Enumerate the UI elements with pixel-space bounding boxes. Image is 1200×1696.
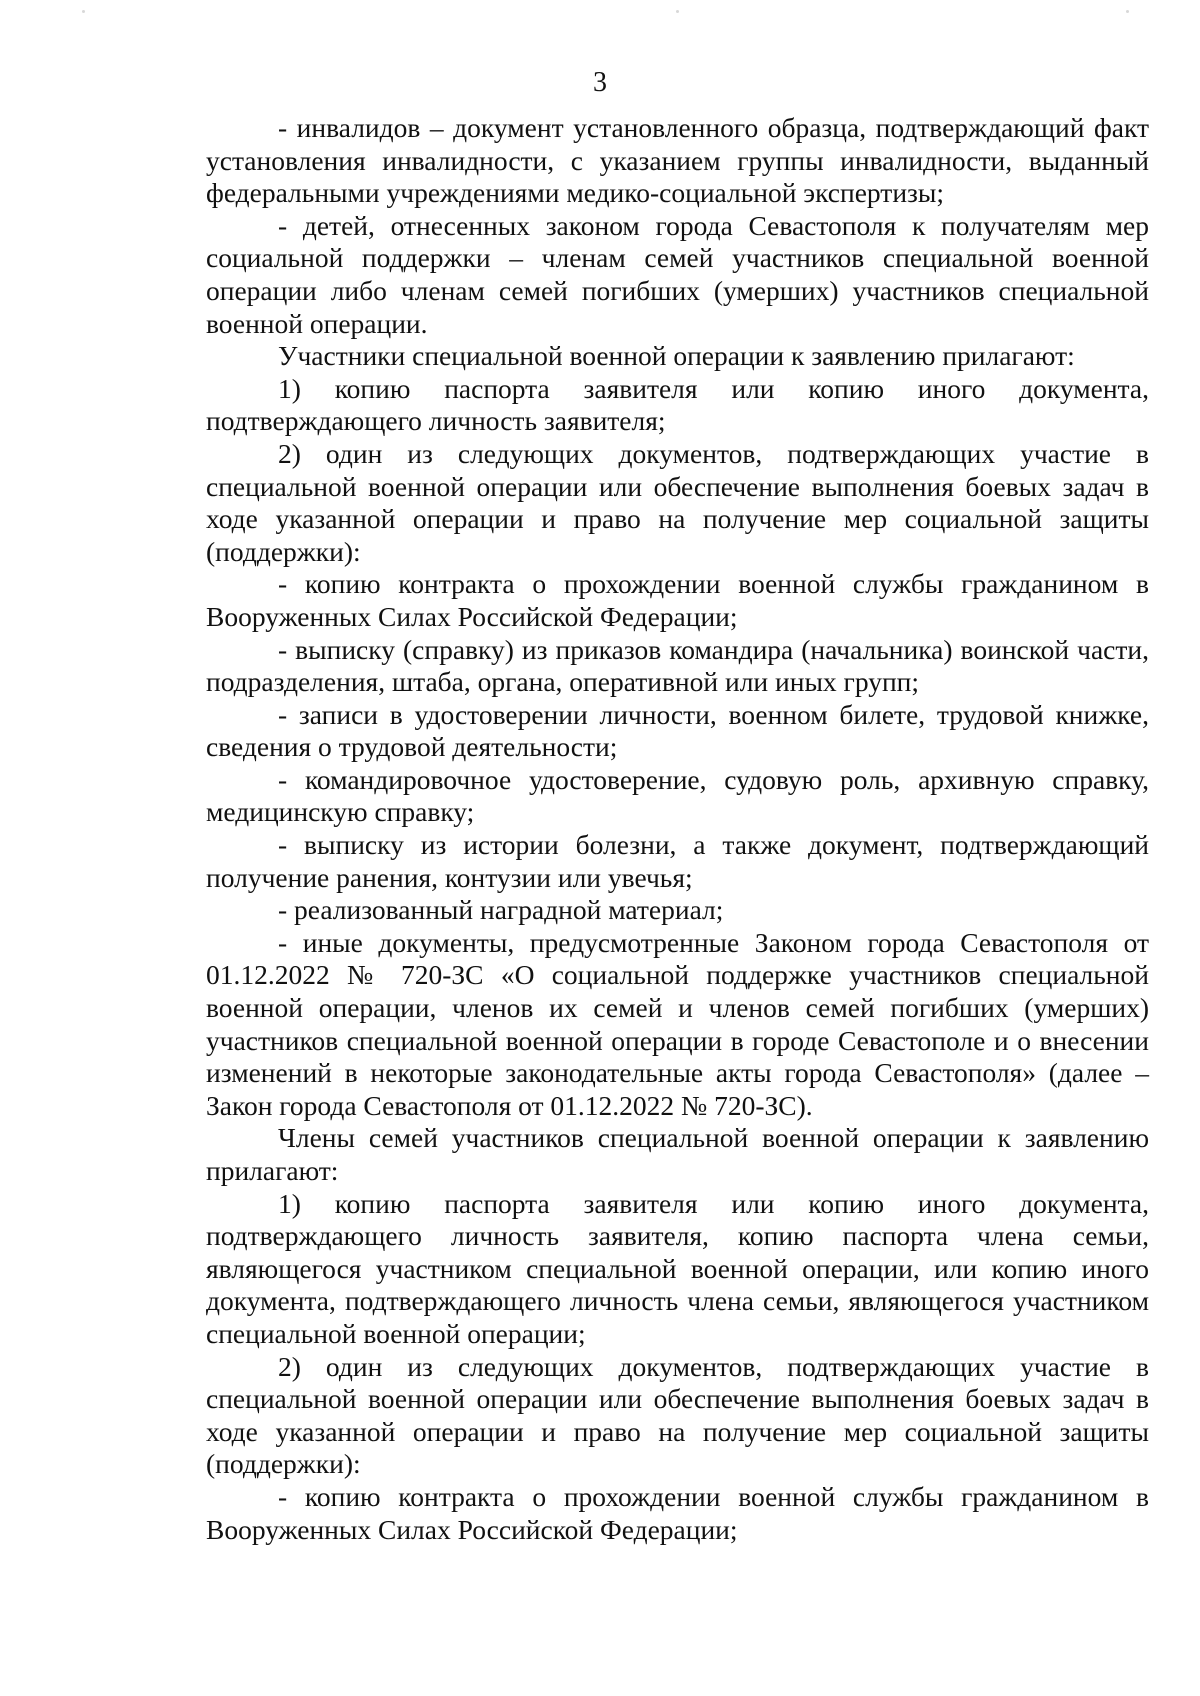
- paragraph-contract-copy: - копию контракта о прохождении военной службы гражданином в Вооруженных Силах Российской Федерации;: [206, 568, 1149, 632]
- paragraph-children-recipients: - детей, отнесенных законом города Севастополя к получателям мер социальной поддержки – членам семей участников специальной военной операции либо членам семей погибших (умерших) участников специальной военной операции.: [206, 209, 1149, 339]
- paragraph-order-extract: - выписку (справку) из приказов командира (начальника) воинской части, подразделения, штаба, органа, оперативной или иных групп;: [206, 633, 1149, 698]
- paragraph-family-members-attach: Члены семей участников специальной военной операции к заявлению прилагают:: [206, 1122, 1149, 1186]
- document-body: [206, 112, 1149, 1546]
- paragraph-id-records: - записи в удостоверении личности, военном билете, трудовой книжке, сведения о трудовой деятельности;: [206, 698, 1149, 763]
- scan-speck: [82, 10, 85, 13]
- paragraph-family-item-1-passport: 1) копию паспорта заявителя или копию иного документа, подтверждающего личность заявителя, копию паспорта члена семьи, являющегося участником специальной военной операции, или копию иного документа, подтверждающего личность члена семьи, являющегося участником специальной военной операции;: [206, 1187, 1149, 1349]
- paragraph-award-material: - реализованный наградной материал;: [278, 894, 724, 926]
- paragraph-svo-participants-attach: Участники специальной военной операции к заявлению прилагают:: [278, 340, 1075, 372]
- scan-speck: [1126, 10, 1129, 13]
- scan-speck: [676, 10, 679, 13]
- paragraph-family-contract-copy: - копию контракта о прохождении военной службы гражданином в Вооруженных Силах Российской Федерации;: [206, 1480, 1149, 1545]
- paragraph-travel-certificate: - командировочное удостоверение, судовую роль, архивную справку, медицинскую справку;: [206, 763, 1149, 828]
- paragraph-item-2-documents: 2) один из следующих документов, подтверждающих участие в специальной военной операции или обеспечение выполнения боевых задач в ходе указанной операции и право на получение мер социальной защиты (поддержки):: [206, 437, 1149, 567]
- paragraph-family-item-2-documents: 2) один из следующих документов, подтверждающих участие в специальной военной операции или обеспечение выполнения боевых задач в ходе указанной операции и право на получение мер социальной защиты (поддержки):: [206, 1350, 1149, 1480]
- paragraph-other-documents-law: - иные документы, предусмотренные Законом города Севастополя от 01.12.2022 № 720-ЗС «О социальной поддержке участников специальной военной операции, членов их семей и членов семей погибших (умерших) участников специальной военной операции в городе Севастополе и о внесении изменений в некоторые законодательные акты города Севастополя» (далее – Закон города Севастополя от 01.12.2022 № 720-ЗС).: [206, 926, 1149, 1121]
- paragraph-item-1-passport: 1) копию паспорта заявителя или копию иного документа, подтверждающего личность заявителя;: [206, 372, 1149, 437]
- paragraph-disabled-document: - инвалидов – документ установленного образца, подтверждающий факт установления инвалидности, с указанием группы инвалидности, выданный федеральными учреждениями медико-социальной экспертизы;: [206, 112, 1149, 209]
- page-number: 3: [593, 67, 607, 98]
- paragraph-medical-history: - выписку из истории болезни, а также документ, подтверждающий получение ранения, контузии или увечья;: [206, 829, 1149, 893]
